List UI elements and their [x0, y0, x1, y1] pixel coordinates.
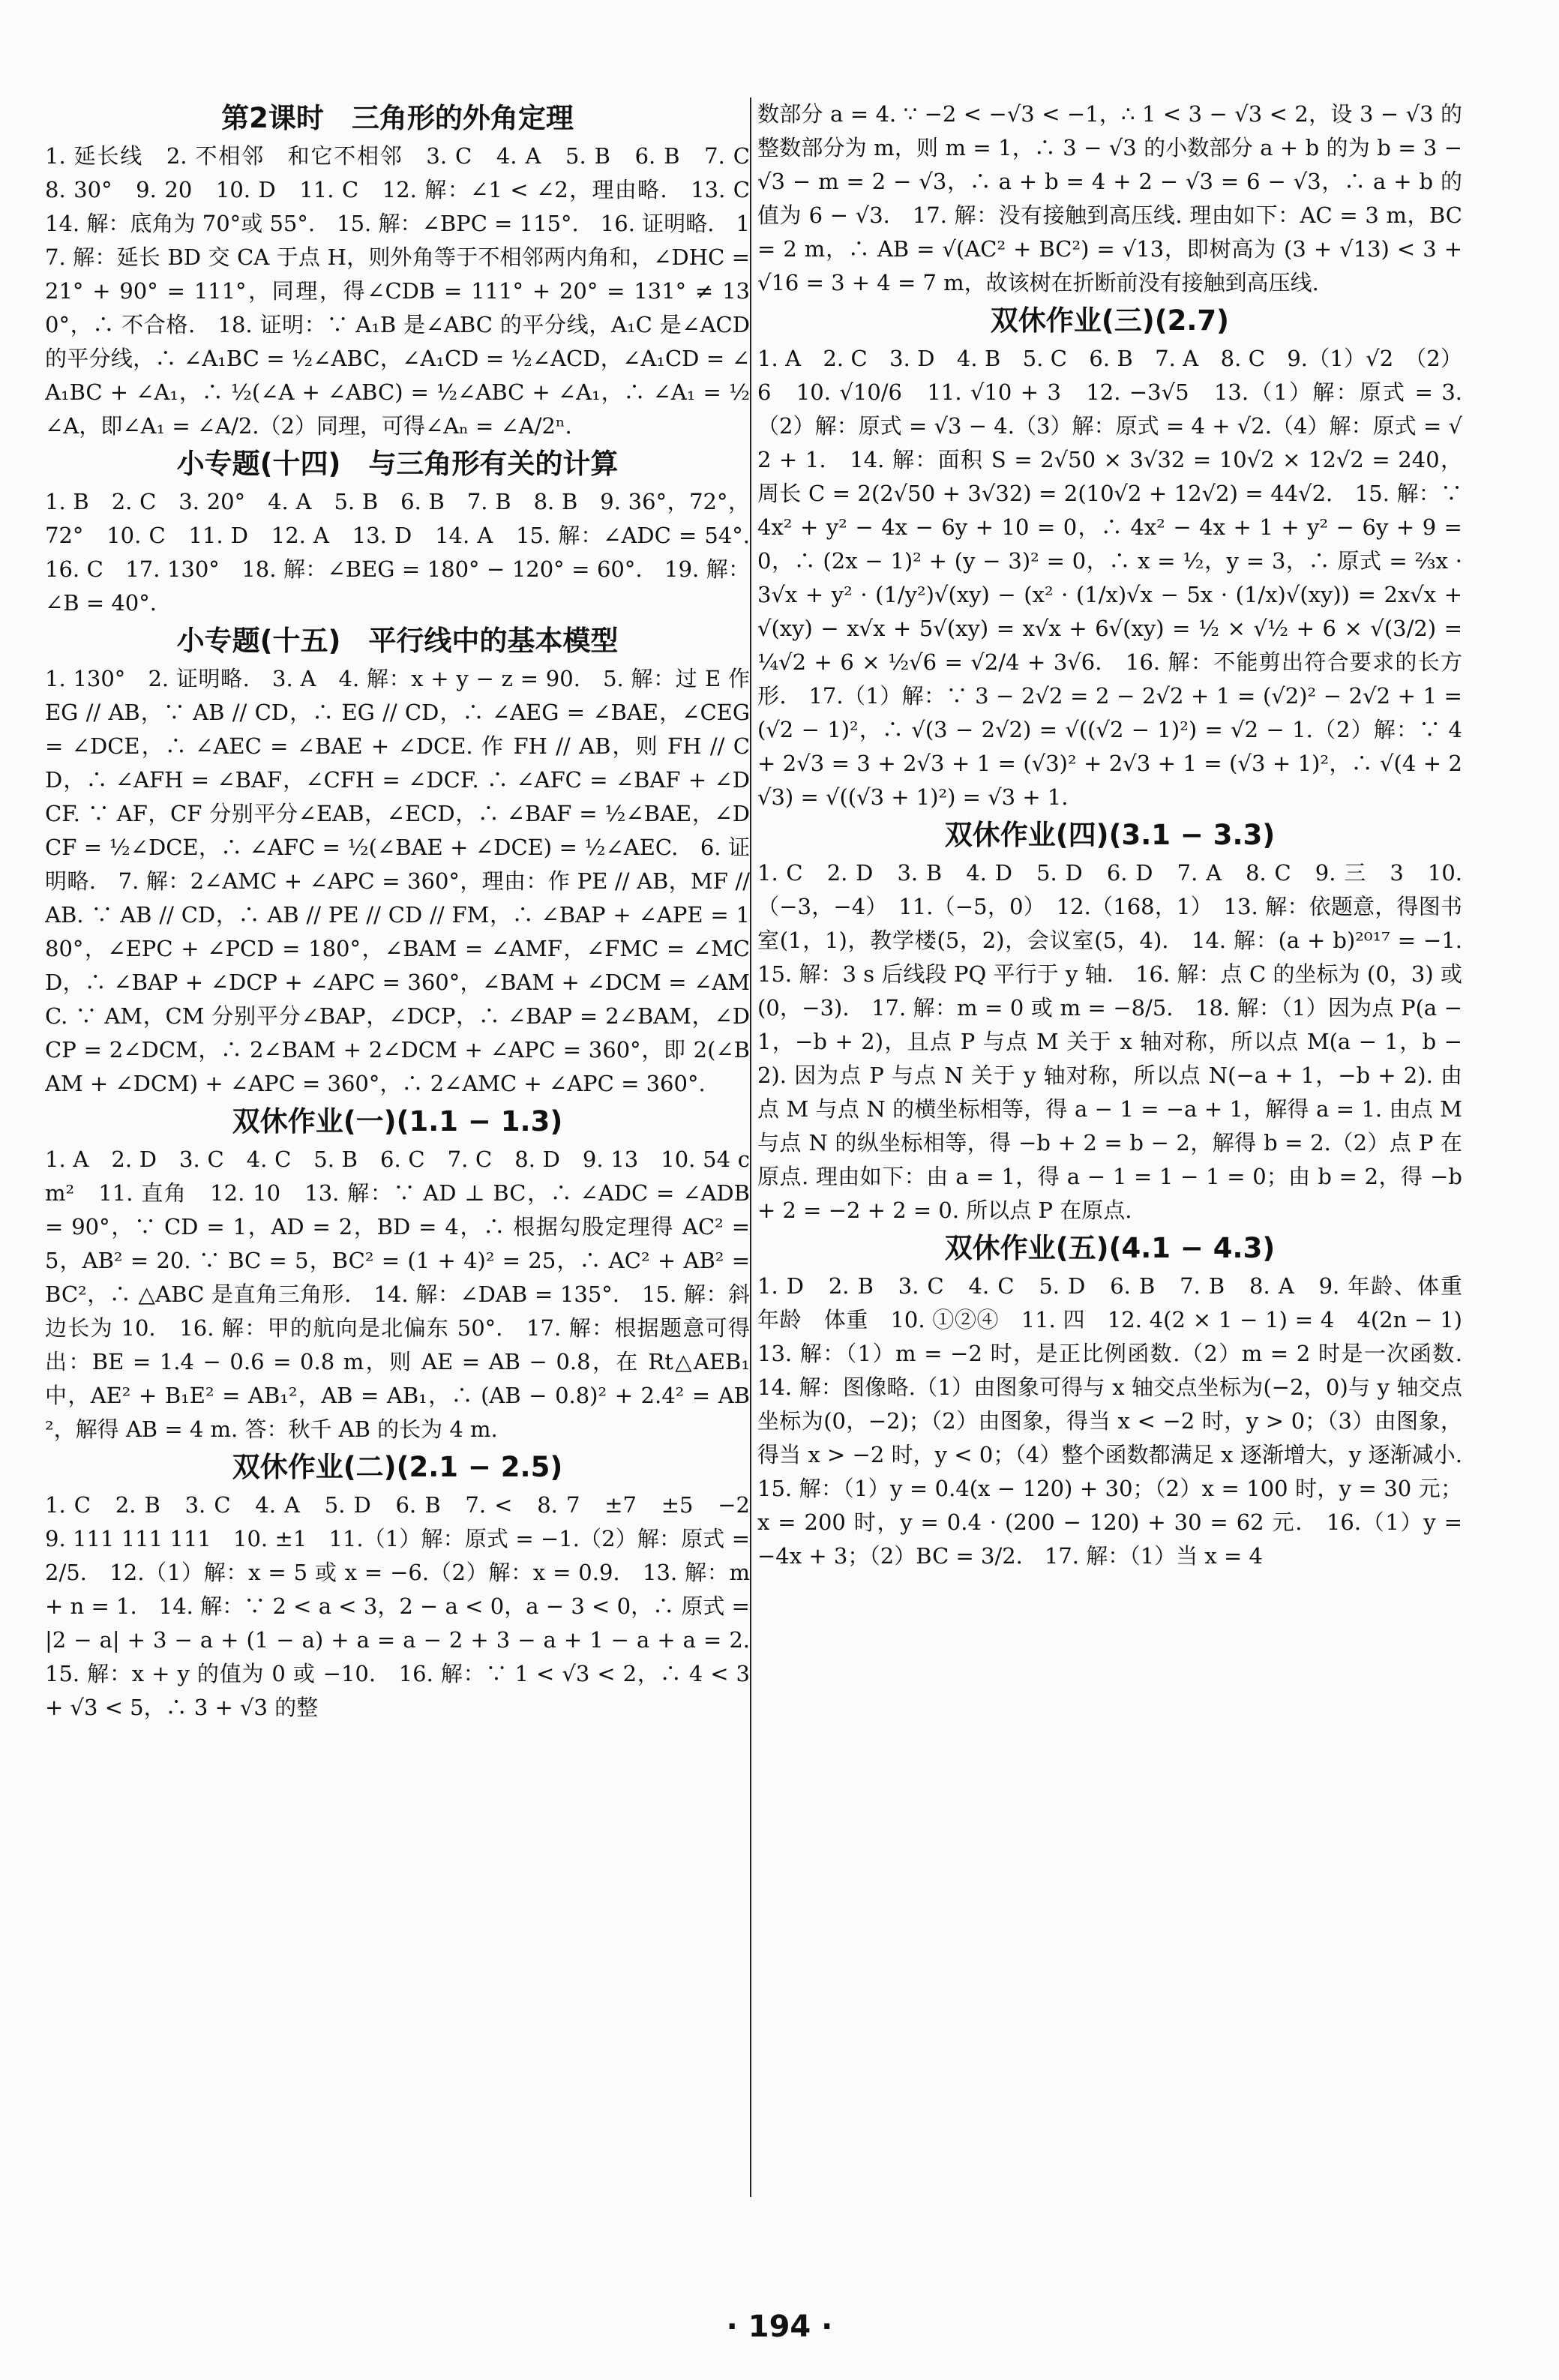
answer-paragraph: 1. 130° 2. 证明略. 3. A 4. 解：x + y − z = 90. 5. 解：过 E 作 EG // AB，∵ AB // CD，∴ EG // CD，∴ ∠AEG = ∠BAE，∠CEG = ∠DCE，∴ ∠AEC = ∠BAE + ∠DCE. 作 FH // AB，则 FH // CD，∴ ∠AFH = ∠BAF，∠CFH = ∠DCF. ∴ ∠AFC = ∠BAF + ∠DCF. ∵ AF，CF 分别平分∠EAB，∠ECD，∴ ∠BAF = ½∠BAE，∠DCF = ½∠DCE，∴ ∠AFC = ½(∠BAE + ∠DCE) = ½∠AEC. 6. 证明略. 7. 解：2∠AMC + ∠APC = 360°，理由：作 PE // AB，MF // AB. ∵ AB // CD，∴ AB // PE // CD // FM，∴ ∠BAP + ∠APE = 180°，∠EPC + ∠PCD = 180°，∠BAM = ∠AMF，∠FMC = ∠MCD，∴ ∠BAP + ∠DCP + ∠APC = 360°，∠BAM + ∠DCM = ∠AMC. ∵ AM，CM 分别平分∠BAP，∠DCP，∴ ∠BAP = 2∠BAM，∠DCP = 2∠DCM，∴ 2∠BAM + 2∠DCM + ∠APC = 360°，即 2(∠BAM + ∠DCM) + ∠APC = 360°，∴ 2∠AMC + ∠APC = 360°.: [45, 666, 750, 1096]
section-heading: 小专题(十五) 平行线中的基本模型: [176, 625, 619, 657]
section-heading: 第2课时 三角形的外角定理: [221, 102, 574, 134]
answer-paragraph: 1. 延长线 2. 不相邻 和它不相邻 3. C 4. A 5. B 6. B 7. C 8. 30° 9. 20 10. D 11. C 12. 解：∠1 < ∠2，理由略. 13. C 14. 解：底角为 70°或 55°. 15. 解：∠BPC = 115°. 16. 证明略. 17. 解：延长 BD 交 CA 于点 H，则外角等于不相邻两内角和，∠DHC = 21° + 90° = 111°，同理，得∠CDB = 111° + 20° = 131° ≠ 130°，∴ 不合格. 18. 证明：∵ A₁B 是∠ABC 的平分线，A₁C 是∠ACD 的平分线，∴ ∠A₁BC = ½∠ABC，∠A₁CD = ½∠ACD，∠A₁CD = ∠A₁BC + ∠A₁，∴ ½(∠A + ∠ABC) = ½∠ABC + ∠A₁，∴ ∠A₁ = ½∠A，即∠A₁ = ∠A/2.（2）同理，可得∠Aₙ = ∠A/2ⁿ.: [45, 143, 750, 439]
section-heading: 双休作业(四)(3.1 − 3.3): [944, 819, 1276, 851]
section-heading: 双休作业(二)(2.1 − 2.5): [232, 1451, 563, 1483]
answer-paragraph: 1. C 2. B 3. C 4. A 5. D 6. B 7. < 8. 7 ±7 ±5 −2 9. 111 111 111 10. ±1 11.（1）解：原式 = −1.（2）解：原式 = 2/5. 12.（1）解：x = 5 或 x = −6.（2）解：x = 0.9. 13. 解：m + n = 1. 14. 解：∵ 2 < a < 3，2 − a < 0，a − 3 < 0，∴ 原式 = |2 − a| + 3 − a + (1 − a) + a = a − 2 + 3 − a + 1 − a + a = 2. 15. 解：x + y 的值为 0 或 −10. 16. 解：∵ 1 < √3 < 2，∴ 4 < 3 + √3 < 5，∴ 3 + √3 的整: [45, 1492, 750, 1720]
answer-paragraph: 1. A 2. D 3. C 4. C 5. B 6. C 7. C 8. D 9. 13 10. 54 cm² 11. 直角 12. 10 13. 解：∵ AD ⊥ BC，∴ ∠ADC = ∠ADB = 90°，∵ CD = 1，AD = 2，BD = 4，∴ 根据勾股定理得 AC² = 5，AB² = 20. ∵ BC = 5，BC² = (1 + 4)² = 25，∴ AC² + AB² = BC²，∴ △ABC 是直角三角形. 14. 解：∠DAB = 135°. 15. 解：斜边长为 10. 16. 解：甲的航向是北偏东 50°. 17. 解：根据题意可得出：BE = 1.4 − 0.6 = 0.8 m，则 AE = AB − 0.8，在 Rt△AEB₁ 中，AE² + B₁E² = AB₁²，AB = AB₁，∴ (AB − 0.8)² + 2.4² = AB²，解得 AB = 4 m. 答：秋千 AB 的长为 4 m.: [45, 1147, 750, 1442]
answer-paragraph: 数部分 a = 4. ∵ −2 < −√3 < −1，∴ 1 < 3 − √3 < 2，设 3 − √3 的整数部分为 m，则 m = 1，∴ 3 − √3 的小数部分 a + b 的为 b = 3 − √3 − m = 2 − √3，∴ a + b = 4 + 2 − √3 = 6 − √3，∴ a + b 的值为 6 − √3. 17. 解：没有接触到高压线. 理由如下：AC = 3 m，BC = 2 m，∴ AB = √(AC² + BC²) = √13，即树高为 (3 + √13) < 3 + √16 = 3 + 4 = 7 m，故该树在折断前没有接触到高压线.: [757, 101, 1462, 295]
left-column: [45, 97, 750, 2197]
answer-paragraph: 1. A 2. C 3. D 4. B 5. C 6. B 7. A 8. C 9.（1）√2 （2）6 10. √10/6 11. √10 + 3 12. −3√5 13.（1）解：原式 = 3.（2）解：原式 = √3 − 4.（3）解：原式 = 4 + √2.（4）解：原式 = √2 + 1. 14. 解：面积 S = 2√50 × 3√32 = 10√2 × 12√2 = 240，周长 C = 2(2√50 + 3√32) = 2(10√2 + 12√2) = 44√2. 15. 解：∵ 4x² + y² − 4x − 6y + 10 = 0，∴ 4x² − 4x + 1 + y² − 6y + 9 = 0，∴ (2x − 1)² + (y − 3)² = 0，∴ x = ½，y = 3，∴ 原式 = ⅔x · 3√x + y² · (1/y²)√(xy) − (x² · (1/x)√x − 5x · (1/x)√(xy)) = 2x√x + √(xy) − x√x + 5√(xy) = x√x + 6√(xy) = ½ × √½ + 6 × √(3/2) = ¼√2 + 6 × ½√6 = √2/4 + 3√6. 16. 解：不能剪出符合要求的长方形. 17.（1）解：∵ 3 − 2√2 = 2 − 2√2 + 1 = (√2)² − 2√2 + 1 = (√2 − 1)²，∴ √(3 − 2√2) = √((√2 − 1)²) = √2 − 1.（2）解：∵ 4 + 2√3 = 3 + 2√3 + 1 = (√3)² + 2√3 + 1 = (√3 + 1)²，∴ √(4 + 2√3) = √((√3 + 1)²) = √3 + 1.: [757, 346, 1462, 810]
answer-paragraph: 1. D 2. B 3. C 4. C 5. D 6. B 7. B 8. A 9. 年龄、体重 年龄 体重 10. ①②④ 11. 四 12. 4(2 × 1 − 1) = 4 4(2n − 1) 13. 解：（1）m = −2 时，是正比例函数.（2）m = 2 时是一次函数. 14. 解：图像略.（1）由图象可得与 x 轴交点坐标为(−2，0)与 y 轴交点坐标为(0，−2)；（2）由图象，得当 x < −2 时，y > 0；（3）由图象，得当 x > −2 时，y < 0；（4）整个函数都满足 x 逐渐增大，y 逐渐减小. 15. 解：（1）y = 0.4(x − 120) + 30；（2）x = 100 时，y = 30 元；x = 200 时，y = 0.4 · (200 − 120) + 30 = 62 元. 16.（1）y = −4x + 3；（2）BC = 3/2. 17. 解：（1）当 x = 4: [757, 1273, 1462, 1569]
page-number: · 194 ·: [726, 2310, 833, 2344]
section-heading: 小专题(十四) 与三角形有关的计算: [176, 448, 619, 480]
section-heading: 双休作业(一)(1.1 − 1.3): [232, 1105, 563, 1138]
answer-paragraph: 1. C 2. D 3. B 4. D 5. D 6. D 7. A 8. C 9. 三 3 10.（−3，−4） 11.（−5，0） 12.（168，1） 13. 解：依题意，得图书室(1，1)，教学楼(5，2)，会议室(5，4). 14. 解：(a + b)²⁰¹⁷ = −1. 15. 解：3 s 后线段 PQ 平行于 y 轴. 16. 解：点 C 的坐标为 (0，3) 或 (0，−3). 17. 解：m = 0 或 m = −8/5. 18. 解：（1）因为点 P(a − 1，−b + 2)，且点 P 与点 M 关于 x 轴对称，所以点 M(a − 1，b − 2). 因为点 P 与点 N 关于 y 轴对称，所以点 N(−a + 1，−b + 2). 由点 M 与点 N 的横坐标相等，得 a − 1 = −a + 1，解得 a = 1. 由点 M 与点 N 的纵坐标相等，得 −b + 2 = b − 2，解得 b = 2.（2）点 P 在原点. 理由如下：由 a = 1，得 a − 1 = 1 − 1 = 0；由 b = 2，得 −b + 2 = −2 + 2 = 0. 所以点 P 在原点.: [757, 860, 1462, 1223]
section-heading: 双休作业(三)(2.7): [990, 304, 1230, 337]
answer-paragraph: 1. B 2. C 3. 20° 4. A 5. B 6. B 7. B 8. B 9. 36°，72°，72° 10. C 11. D 12. A 13. D 14. A 15. 解：∠ADC = 54°. 16. C 17. 130° 18. 解：∠BEG = 180° − 120° = 60°. 19. 解：∠B = 40°.: [45, 489, 750, 616]
column-divider: [750, 97, 751, 2197]
right-column: [757, 97, 1462, 2197]
section-heading: 双休作业(五)(4.1 − 4.3): [944, 1232, 1276, 1264]
